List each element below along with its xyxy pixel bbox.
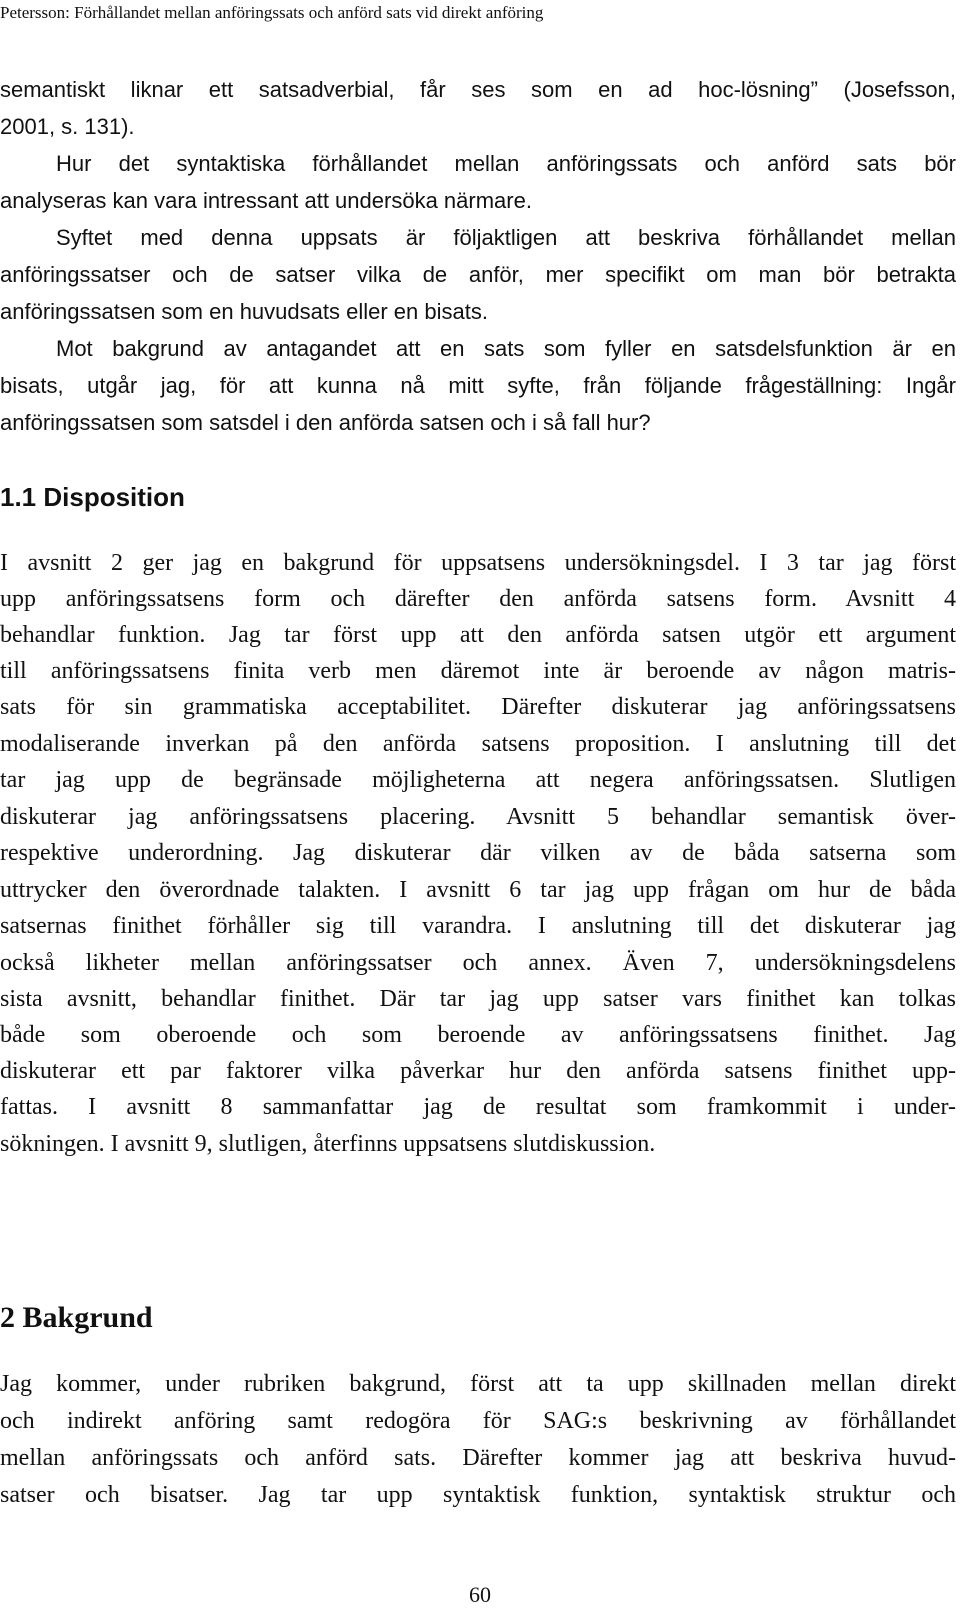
disposition-line-10: uttrycker den överordnade talakten. I avsnitt 6 tar jag upp frågan om hur de båda bbox=[0, 877, 956, 903]
section-heading-disposition: 1.1 Disposition bbox=[0, 482, 185, 512]
page-number: 60 bbox=[469, 1582, 491, 1607]
disposition-line-17: sökningen. I avsnitt 9, slutligen, återfinns uppsatsens slutdiskussion. bbox=[0, 1131, 656, 1157]
disposition-line-16: fattas. I avsnitt 8 sammanfattar jag de resultat som framkommit i under- bbox=[0, 1094, 956, 1120]
disposition-line-3: behandlar funktion. Jag tar först upp att den anförda satsen utgör ett argument bbox=[0, 622, 956, 648]
disposition-line-14: både som oberoende och som beroende av anföringssatsens finithet. Jag bbox=[0, 1022, 956, 1048]
disposition-line-8: diskuterar jag anföringssatsens placering. Avsnitt 5 behandlar semantisk över- bbox=[0, 804, 956, 830]
disposition-line-7: tar jag upp de begränsade möjligheterna att negera anföringssatsen. Slutligen bbox=[0, 767, 956, 793]
intro-line-9: bisats, utgår jag, för att kunna nå mitt syfte, från följande frågeställning: Ingår bbox=[0, 373, 956, 398]
disposition-line-9: respektive underordning. Jag diskuterar där vilken av de båda satserna som bbox=[0, 840, 956, 866]
intro-line-3: Hur det syntaktiska förhållandet mellan anföringssats och anförd sats bör bbox=[56, 151, 956, 176]
disposition-line-4: till anföringssatsens finita verb men däremot inte är beroende av någon matris- bbox=[0, 658, 956, 684]
disposition-line-6: modaliserande inverkan på den anförda satsens proposition. I anslutning till det bbox=[0, 731, 956, 757]
intro-line-4: analyseras kan vara intressant att undersöka närmare. bbox=[0, 188, 532, 213]
bakgrund-line-3: mellan anföringssats och anförd sats. Därefter kommer jag att beskriva huvud- bbox=[0, 1445, 956, 1471]
intro-line-2: 2001, s. 131). bbox=[0, 114, 135, 139]
disposition-line-15: diskuterar ett par faktorer vilka påverkar hur den anförda satsens finithet upp- bbox=[0, 1058, 956, 1084]
disposition-line-11: satsernas finithet förhåller sig till varandra. I anslutning till det diskuterar jag bbox=[0, 913, 956, 939]
chapter-heading-bakgrund: 2 Bakgrund bbox=[0, 1301, 153, 1334]
bakgrund-line-2: och indirekt anföring samt redogöra för SAG:s beskrivning av förhållandet bbox=[0, 1408, 956, 1434]
intro-line-1: semantiskt liknar ett satsadverbial, får ses som en ad hoc-lösning” (Josefsson, bbox=[0, 77, 956, 102]
disposition-line-12: också likheter mellan anföringssatser och annex. Även 7, undersökningsdelens bbox=[0, 950, 956, 976]
intro-line-7: anföringssatsen som en huvudsats eller en bisats. bbox=[0, 299, 488, 324]
disposition-line-5: sats för sin grammatiska acceptabilitet. Därefter diskuterar jag anföringssatsens bbox=[0, 694, 956, 720]
bakgrund-line-1: Jag kommer, under rubriken bakgrund, först att ta upp skillnaden mellan direkt bbox=[0, 1371, 956, 1397]
intro-line-5: Syftet med denna uppsats är följaktligen att beskriva förhållandet mellan bbox=[56, 225, 956, 250]
disposition-line-1: I avsnitt 2 ger jag en bakgrund för uppsatsens undersökningsdel. I 3 tar jag först bbox=[0, 550, 956, 576]
intro-line-8: Mot bakgrund av antagandet att en sats som fyller en satsdelsfunktion är en bbox=[56, 336, 956, 361]
bakgrund-line-4: satser och bisatser. Jag tar upp syntaktisk funktion, syntaktisk struktur och bbox=[0, 1482, 956, 1508]
intro-line-10: anföringssatsen som satsdel i den anförda satsen och i så fall hur? bbox=[0, 410, 651, 435]
running-header: Petersson: Förhållandet mellan anföringssats och anförd sats vid direkt anföring bbox=[0, 3, 544, 22]
intro-line-6: anföringssatser och de satser vilka de anför, mer specifikt om man bör betrakta bbox=[0, 262, 956, 287]
disposition-line-2: upp anföringssatsens form och därefter den anförda satsens form. Avsnitt 4 bbox=[0, 586, 956, 612]
disposition-line-13: sista avsnitt, behandlar finithet. Där tar jag upp satser vars finithet kan tolkas bbox=[0, 986, 956, 1012]
